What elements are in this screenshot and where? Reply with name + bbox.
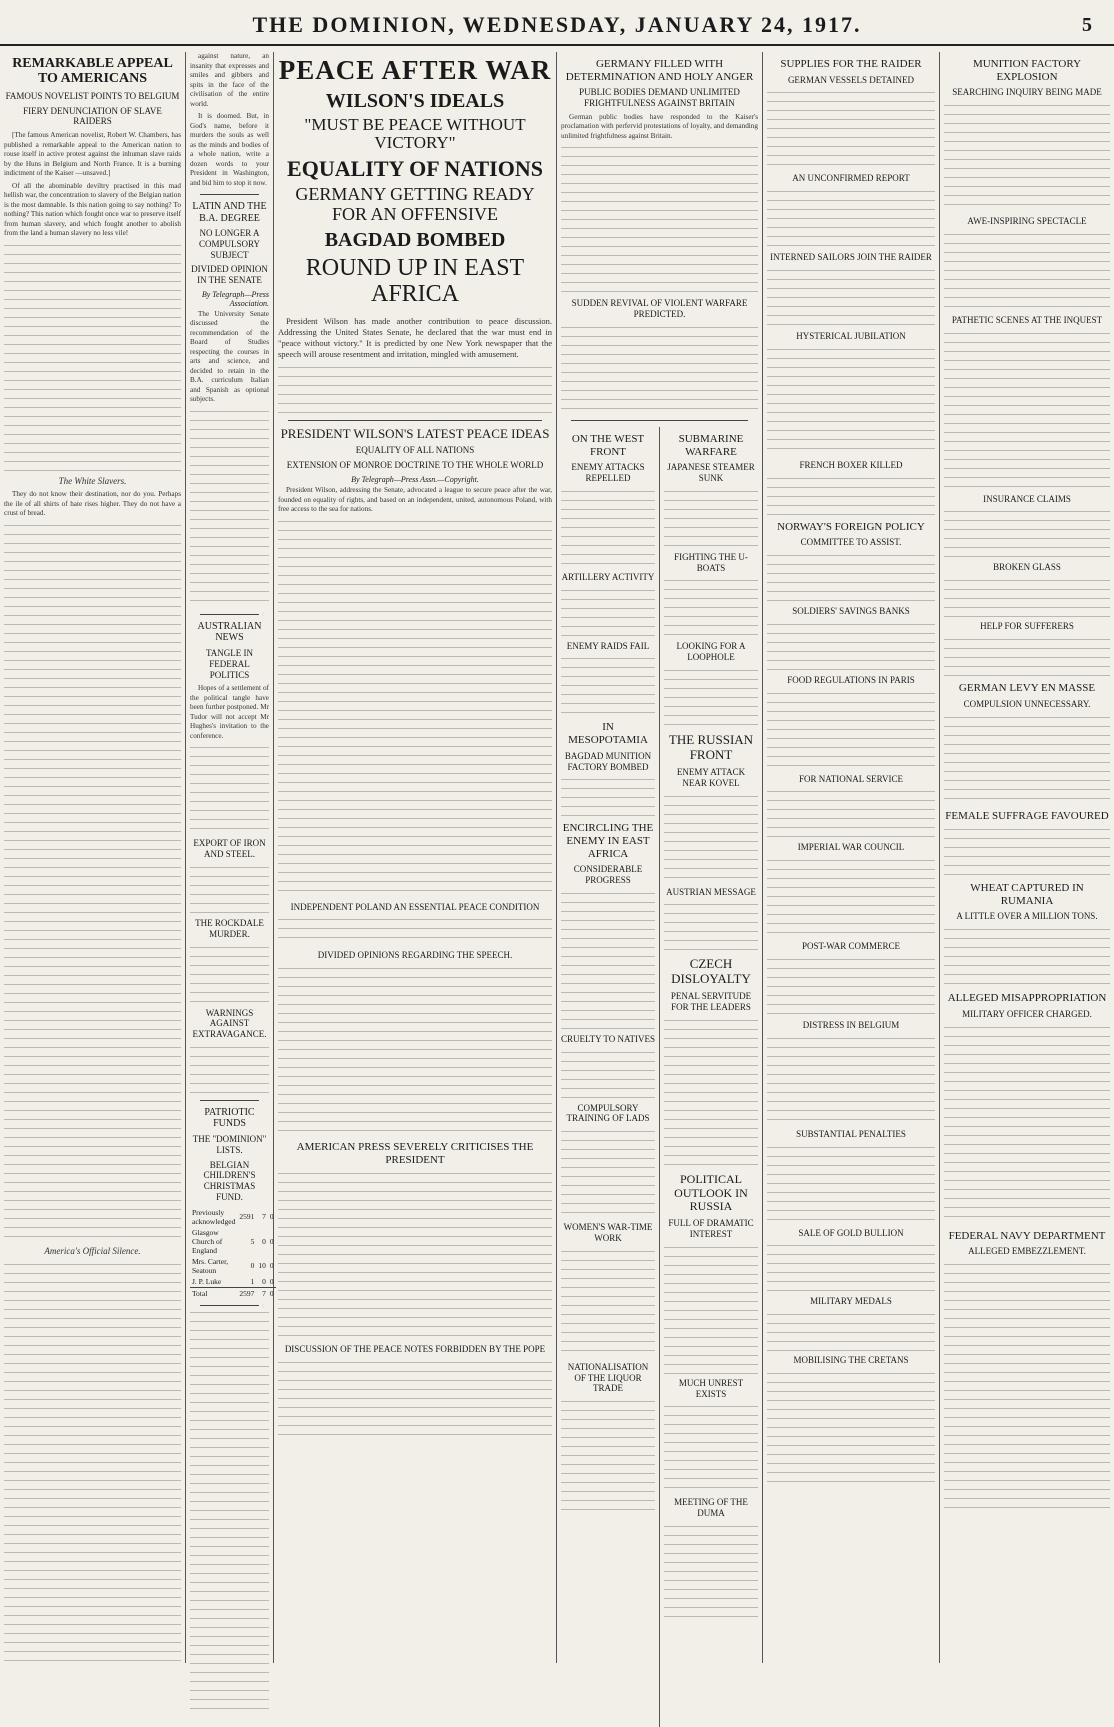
article-text-block xyxy=(664,1017,758,1167)
subhead-dramatic-interest: FULL OF DRAMATIC INTEREST xyxy=(668,1218,754,1239)
column-6 xyxy=(940,52,1114,1663)
article-text-block xyxy=(278,364,552,414)
appeal-continuation: It is doomed. But, in God's name, before it murders the souls as well as the minds and bodies of a whole nation, write a dozen words to your President in Washington, and bid him to stop it now. xyxy=(190,112,269,187)
article-text-block xyxy=(664,488,758,548)
article-text-block xyxy=(561,324,758,414)
subhead-dominion-lists: THE "DOMINION" LISTS. xyxy=(192,1133,267,1155)
article-text-block xyxy=(278,1359,552,1439)
subhead-compulsory-training: COMPULSORY TRAINING OF LADS xyxy=(566,1102,650,1124)
article-text-block xyxy=(561,488,655,568)
appeal-continuation: against nature, an insanity that expresses and smiles and gibbers and spits in the face of the civilisation of the entire world. xyxy=(190,52,269,108)
article-text-block xyxy=(767,956,935,1016)
article-text-block xyxy=(944,714,1110,804)
article-text-block xyxy=(767,267,935,327)
subhead-insurance: INSURANCE CLAIMS xyxy=(983,493,1071,504)
subhead-cretans: MOBILISING THE CRETANS xyxy=(793,1355,909,1366)
subhead-japanese-steamer: JAPANESE STEAMER SUNK xyxy=(667,462,755,484)
subhead-million-tons: A LITTLE OVER A MILLION TONS. xyxy=(956,911,1098,922)
column-3 xyxy=(274,52,556,1663)
table-row: Total 2597 7 0 xyxy=(192,1288,274,1298)
headline-patriotic-funds: PATRIOTIC FUNDS xyxy=(204,1106,255,1130)
article-text-block xyxy=(767,552,935,602)
masthead-title: THE DOMINION, WEDNESDAY, JANUARY 24, 1917. xyxy=(252,12,862,37)
table-row: Mrs. Carter, Seatoun 0 10 0 xyxy=(192,1256,274,1275)
headline-wilsons-ideals: WILSON'S IDEALS xyxy=(325,89,505,112)
subhead-u-boats: FIGHTING THE U-BOATS xyxy=(674,551,748,573)
column-4-left xyxy=(561,427,655,1727)
article-text-block xyxy=(944,330,1110,490)
article-text-block xyxy=(190,744,269,834)
column-4 xyxy=(557,52,762,1663)
headline-levy-en-masse: GERMAN LEVY EN MASSE xyxy=(958,682,1096,695)
article-text-block xyxy=(561,587,655,637)
subhead-war-council: IMPERIAL WAR COUNCIL xyxy=(797,842,905,853)
subhead-savings-banks: SOLDIERS' SAVINGS BANKS xyxy=(792,606,910,617)
subhead-divided-opinions: DIVIDED OPINIONS REGARDING THE SPEECH. xyxy=(317,950,513,961)
lead-paragraph: President Wilson has made another contribution to peace discussion. Addressing the United States Senate, he declared that the war must end in "peace without victory." It is predicted by one New York newspaper that the speech will arouse resentment and irritation, mingled with amusement. xyxy=(278,315,552,360)
subhead-latin-compulsory: NO LONGER A COMPULSORY SUBJECT xyxy=(198,228,261,260)
appeal-paragraph: They do not know their destination, nor do you. Perhaps the ile of all shirts of hate rises higher. They do not have a crust of bread. xyxy=(4,490,181,518)
subhead-national-service: FOR NATIONAL SERVICE xyxy=(799,773,903,784)
appeal-intro: [The famous American novelist, Robert W. Chambers, has published a remarkable appeal to the American nation to rouse itself in active protest against the inhuman slave raids by the Huns in Belgium and North France. It is a burning indictment of the Kaiser —unsaved.] xyxy=(4,131,181,178)
article-text-block xyxy=(767,188,935,248)
article-text-block xyxy=(767,89,935,169)
subhead-tangle: TANGLE IN FEDERAL POLITICS xyxy=(205,647,254,680)
article-text-block xyxy=(561,655,655,715)
dateline: By Telegraph—Press Association. xyxy=(201,289,269,308)
article-text-block xyxy=(278,965,552,1135)
article-text-block xyxy=(767,1035,935,1125)
headline-submarine: SUBMARINE WARFARE xyxy=(678,432,744,458)
subhead-latin-senate: DIVIDED OPINION IN THE SENATE xyxy=(191,264,268,286)
article-text-block xyxy=(767,346,935,456)
dateline: By Telegraph—Press Assn.—Copyright. xyxy=(351,475,479,485)
article-text-block xyxy=(561,1049,655,1099)
subhead-iron: EXPORT OF IRON AND STEEL. xyxy=(193,838,266,860)
headline-germany-determination: GERMANY FILLED WITH DETERMINATION AND HOLY ANGER xyxy=(565,58,754,83)
headline-political-outlook: POLITICAL OUTLOOK IN RUSSIA xyxy=(674,1171,748,1214)
fund-table xyxy=(190,1207,276,1299)
article-text-block xyxy=(4,522,181,1242)
subhead-compulsion: COMPULSION UNNECESSARY. xyxy=(963,698,1091,709)
article-text-block xyxy=(664,667,758,727)
subhead-liquor: NATIONALISATION OF THE LIQUOR TRADE xyxy=(567,1361,649,1394)
headline-encircling: ENCIRCLING THE ENEMY IN EAST AFRICA xyxy=(562,822,654,860)
headline-peace-after-war: PEACE AFTER WAR xyxy=(278,55,552,85)
subhead-raids-fail: ENEMY RAIDS FAIL xyxy=(566,640,650,651)
headline-east-africa: ROUND UP IN EAST AFRICA xyxy=(305,254,525,308)
headline-latin: LATIN AND THE B.A. DEGREE xyxy=(192,201,267,224)
subhead-broken-glass: BROKEN GLASS xyxy=(993,562,1061,573)
article-text-block xyxy=(664,577,758,637)
article-text-block xyxy=(561,890,655,1030)
subhead-rockdale: THE ROCKDALE MURDER. xyxy=(195,917,264,939)
subhead-belgian-fund: BELGIAN CHILDREN'S CHRISTMAS FUND. xyxy=(203,1159,256,1202)
subhead-bagdad-factory: BAGDAD MUNITION FACTORY BOMBED xyxy=(564,750,652,772)
subhead-food-paris: FOOD REGULATIONS IN PARIS xyxy=(787,674,915,685)
article-text-block xyxy=(944,231,1110,311)
subhead-poland: INDEPENDENT POLAND AN ESSENTIAL PEACE CONDITION xyxy=(290,901,540,912)
subhead-violent-warfare: SUDDEN REVIVAL OF VIOLENT WARFARE PREDICTED. xyxy=(571,298,748,320)
article-text-block xyxy=(190,864,269,914)
article-text-block xyxy=(664,1244,758,1374)
column-2 xyxy=(186,52,273,1663)
article-appeal xyxy=(4,131,181,1661)
subhead-extravagance: WARNINGS AGAINST EXTRAVAGANCE. xyxy=(192,1007,267,1040)
appeal-paragraph: Of all the abominable deviltry practised in this mad hellish war, the concentration to slavery of the Belgian nation is the most damnable. Is this nation going to say nothing? To nothing? This nation which fought once war to preserve itself from human slavery, and which fought another to abolish from the land a human slavery no less vile! xyxy=(4,181,181,238)
subhead-military-medals: MILITARY MEDALS xyxy=(810,1296,892,1307)
headline-bagdad: BAGDAD BOMBED xyxy=(324,228,506,251)
subhead-gold-bullion: SALE OF GOLD BULLION xyxy=(798,1227,904,1238)
article-text-block xyxy=(664,1523,758,1623)
subhead-novelist: FAMOUS NOVELIST POINTS TO BELGIUM xyxy=(5,90,180,101)
subhead-post-war: POST-WAR COMMERCE xyxy=(802,941,900,952)
subhead-spectacle: AWE-INSPIRING SPECTACLE xyxy=(967,216,1087,227)
page-number: 5 xyxy=(1082,14,1092,36)
subhead-unconfirmed: AN UNCONFIRMED REPORT xyxy=(792,173,910,184)
article-text-block xyxy=(767,1144,935,1224)
article-text-block xyxy=(944,508,1110,558)
subhead-penalties: SUBSTANTIAL PENALTIES xyxy=(796,1128,906,1139)
article-text-block xyxy=(767,475,935,515)
subhead-interned-sailors: INTERNED SAILORS JOIN THE RAIDER xyxy=(770,252,932,263)
subhead-unrest: MUCH UNREST EXISTS xyxy=(678,1377,744,1399)
table-row: Previously acknowledged 2591 7 0 xyxy=(192,1207,274,1226)
headline-west-front: ON THE WEST FRONT xyxy=(571,432,645,458)
subhead-committee: COMMITTEE TO ASSIST. xyxy=(800,537,902,548)
article-text-block xyxy=(944,577,1110,617)
column-1 xyxy=(0,52,185,1663)
article-text-block xyxy=(767,1242,935,1292)
germany-paragraph: German public bodies have responded to the Kaiser's proclamation with perfervid protestations of loyalty, and demanding unlimited frightfulness against Britain. xyxy=(561,112,758,140)
table-row: J. P. Luke 1 0 0 xyxy=(192,1276,274,1286)
article-text-block xyxy=(767,1370,935,1490)
subhead-inquiry: SEARCHING INQUIRY BEING MADE xyxy=(952,87,1102,98)
subhead-equality-nations: EQUALITY OF ALL NATIONS xyxy=(355,445,475,456)
subhead-attacks-repelled: ENEMY ATTACKS REPELLED xyxy=(571,462,645,484)
article-text-block xyxy=(767,690,935,770)
headline-misappropriation: ALLEGED MISAPPROPRIATION xyxy=(947,992,1107,1005)
subhead-duma: MEETING OF THE DUMA xyxy=(674,1497,748,1519)
subhead-loophole: LOOKING FOR A LOOPHOLE xyxy=(676,641,746,663)
article-text-block xyxy=(190,408,269,608)
column-4-right xyxy=(664,427,758,1727)
headline-american-press: AMERICAN PRESS SEVERELY CRITICISES THE PRESIDENT xyxy=(296,1141,534,1166)
article-text-block xyxy=(190,1044,269,1094)
article-text-block xyxy=(561,776,655,816)
headline-wheat-rumania: WHEAT CAPTURED IN RUMANIA xyxy=(970,882,1084,907)
headline-mesopotamia: IN MESOPOTAMIA xyxy=(568,721,648,747)
article-text-block xyxy=(561,1398,655,1518)
article-text-block xyxy=(944,826,1110,876)
subhead-officer-charged: MILITARY OFFICER CHARGED. xyxy=(962,1008,1092,1019)
subhead-inquest: PATHETIC SCENES AT THE INQUEST xyxy=(951,314,1103,325)
headline-germany-offensive: GERMANY GETTING READY FOR AN OFFENSIVE xyxy=(295,184,535,225)
article-text-block xyxy=(944,636,1110,676)
subhead-cruelty: CRUELTY TO NATIVES xyxy=(561,1033,656,1044)
subhead-artillery: ARTILLERY ACTIVITY xyxy=(561,571,655,582)
article-text-block xyxy=(561,1248,655,1358)
article-text-block xyxy=(278,916,552,946)
headline-appeal: REMARKABLE APPEAL TO AMERICANS xyxy=(12,56,173,87)
table-row: Glasgow Church of England 5 0 0 xyxy=(192,1227,274,1255)
latin-paragraph: The University Senate discussed the recommendation of the Board of Studies respecting the courses in arts and science, and decided to retain in the B.A. curriculum Italian and Spanish as optional subjects. xyxy=(190,309,269,404)
article-text-block xyxy=(944,926,1110,986)
headline-supplies-raider: SUPPLIES FOR THE RAIDER xyxy=(780,58,922,70)
article-text-block xyxy=(767,1311,935,1351)
headline-peace-without-victory: "MUST BE PEACE WITHOUT VICTORY" xyxy=(304,114,526,153)
tangle-paragraph: Hopes of a settlement of the political tangle have been further postponed. Mr Tudor will not accept Mr Hughes's invitation to the conference. xyxy=(190,684,269,740)
article-text-block xyxy=(944,1024,1110,1224)
article-text-block xyxy=(944,102,1110,212)
article-text-block xyxy=(664,1403,758,1493)
subhead-help-sufferers: HELP FOR SUFFERERS xyxy=(980,621,1074,632)
headline-russian-front: THE RUSSIAN FRONT xyxy=(668,732,754,762)
subhead-austrian: AUSTRIAN MESSAGE xyxy=(666,886,756,897)
subhead-monroe: EXTENSION OF MONROE DOCTRINE TO THE WHOLE WORLD xyxy=(286,460,544,471)
headline-munition-explosion: MUNITION FACTORY EXPLOSION xyxy=(972,58,1082,83)
subhead-pope: DISCUSSION OF THE PEACE NOTES FORBIDDEN BY THE POPE xyxy=(284,1344,546,1355)
subhead-boxer: FRENCH BOXER KILLED xyxy=(799,459,903,470)
wilson-paragraph: President Wilson, addressing the Senate, advocated a league to secure peace after the war, founded on equality of rights, and based on an independent, united, autonomous Poland, with free access to the sea for nations. xyxy=(278,486,552,514)
subhead-denunciation: FIERY DENUNCIATION OF SLAVE RAIDERS xyxy=(23,105,162,127)
subhead-white-slavers: The White Slavers. xyxy=(58,475,127,486)
subhead-penal-servitude: PENAL SERVITUDE FOR THE LEADERS xyxy=(670,991,752,1012)
headline-latest-peace-ideas: PRESIDENT WILSON'S LATEST PEACE IDEAS xyxy=(280,425,550,441)
subhead-vessels-detained: GERMAN VESSELS DETAINED xyxy=(787,74,915,85)
article-text-block xyxy=(767,621,935,671)
headline-australian-news: AUSTRALIAN NEWS xyxy=(197,620,262,644)
article-text-block xyxy=(664,793,758,883)
article-text-block xyxy=(767,857,935,937)
subhead-official-silence: America's Official Silence. xyxy=(44,1245,141,1256)
headline-czech: CZECH DISLOYALTY xyxy=(671,956,751,987)
headline-federal-navy: FEDERAL NAVY DEPARTMENT xyxy=(948,1229,1106,1242)
article-text-block xyxy=(767,788,935,838)
headline-norway: NORWAY'S FOREIGN POLICY xyxy=(777,520,925,533)
subhead-frightfulness: PUBLIC BODIES DEMAND UNLIMITED FRIGHTFULNESS AGAINST BRITAIN xyxy=(579,87,740,109)
headline-female-suffrage: FEMALE SUFFRAGE FAVOURED xyxy=(945,809,1109,822)
article-text-block xyxy=(190,944,269,1004)
article-text-block xyxy=(664,901,758,951)
headline-equality: EQUALITY OF NATIONS xyxy=(287,156,543,182)
article-text-block xyxy=(4,1261,181,1661)
article-text-block xyxy=(4,242,181,472)
inverted-text-block xyxy=(190,1312,269,1712)
column-5 xyxy=(763,52,939,1663)
subhead-belgium-distress: DISTRESS IN BELGIUM xyxy=(802,1020,900,1031)
article-text-block xyxy=(278,518,552,898)
subhead-progress: CONSIDERABLE PROGRESS xyxy=(573,864,643,886)
subhead-embezzlement: ALLEGED EMBEZZLEMENT. xyxy=(968,1246,1086,1257)
article-text-block xyxy=(561,1128,655,1218)
masthead xyxy=(0,0,1114,46)
subhead-jubilation: HYSTERICAL JUBILATION xyxy=(796,331,906,342)
article-text-block xyxy=(278,1170,552,1340)
subhead-kovel: ENEMY ATTACK NEAR KOVEL xyxy=(676,766,746,788)
article-text-block xyxy=(561,144,758,294)
article-text-block xyxy=(944,1261,1110,1511)
subhead-womens-work: WOMEN'S WAR-TIME WORK xyxy=(563,1222,653,1244)
